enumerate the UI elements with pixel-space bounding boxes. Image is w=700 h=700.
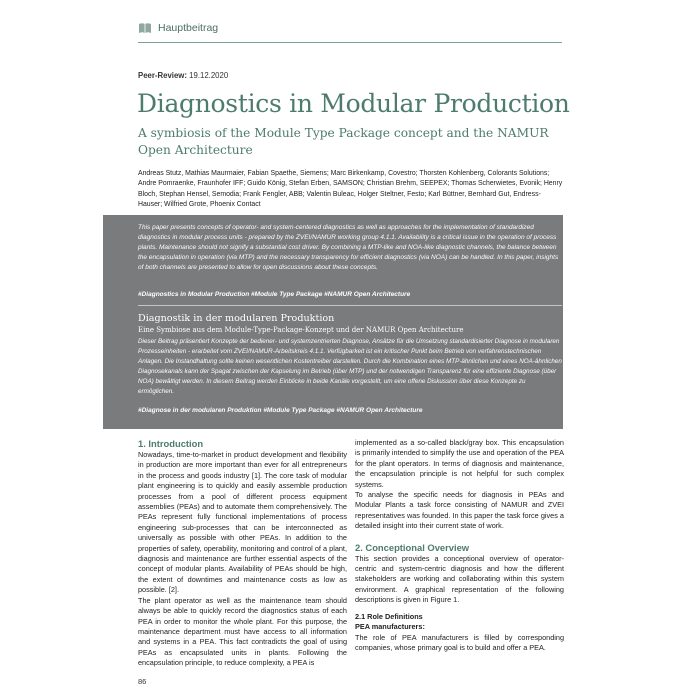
introduction-paragraph-3: implemented as a so-called black/gray box. This encapsulation is primarily intended to simplify the use and operation of the PEA for the plant operators. In terms of diagnosis and maintenance, the encapsulation principle is not helpful for such complex systems. — [355, 438, 564, 489]
left-column — [138, 438, 347, 669]
section-header — [138, 18, 562, 42]
pea-manufacturers-paragraph: The role of PEA manufacturers is filled by corresponding companies, whose primary goal is to build and offer a PEA. — [355, 632, 564, 652]
keywords-german: #Diagnose in der modularen Produktion #Module Type Package #NAMUR Open Architecture — [138, 407, 423, 414]
overview-paragraph: This section provides a conceptional overview of operator-centric and system-centric diagnosis and how the different stakeholders are working and collaborating within this system environment. A graphical representation of the following descriptions is given in Figure 1. — [355, 553, 564, 605]
introduction-paragraph-2: The plant operator as well as the maintenance team should always be able to quickly record the diagnostics status of each PEA in order to monitor the whole plant. For this purpose, the maintenance department must have access to all information and systems in a PEA. This fact contradicts the goal of using PEAs as encapsulated units in plants. Following the encapsulation principle, to reduce complexity, a PEA is — [138, 595, 347, 668]
section-label: Hauptbeitrag — [158, 22, 219, 34]
abstract-divider — [138, 305, 562, 306]
abstract-english: This paper presents concepts of operator- and system-centered diagnostics as well as approaches for the implementation of standardized diagnostics in modular process units - prepared by the ZVEI/NAMUR working group 4.1.1. Availability is a critical issue in the operation of process plants. Maintenance should not signify a substantial cost driver. By combining a MTP-like and NOA-like diagnostic channels, the balance between the encapsulation in operation (via MTP) and the necessary transparency for efficient diagnostics (via NOA) can be handled. In this paper, insights of both channels are presented to allow for open discussions about these concepts. — [138, 224, 559, 272]
keywords-english: #Diagnostics in Modular Production #Module Type Package #NAMUR Open Architecture — [138, 291, 411, 298]
book-icon — [138, 22, 152, 34]
introduction-heading: 1. Introduction — [138, 438, 204, 449]
abstract-german: Dieser Beitrag präsentiert Konzepte der bediener- und systemzentrierten Diagnose, Ansätze für die Umsetzung standardisierter Diagnose in modularen Prozesseinheiten - erarbeitet vom ZVEI/NAMUR-Arbeitskreis 4.1.1. Verfügbarkeit ist ein kritischer Punkt beim Betrieb von verfahrenstechnischen Anlagen. Die Instandhaltung sollte keinen wesentlichen Kostentreiber darstellen. Durch die Kombination eines MTP-ähnlichen und eines NOA-ähnlichen Diagnosekanals kann der Spagat zwischen der Kapselung im Betrieb (über MTP) und der notwendigen Transparenz für eine effiziente Diagnose (über NOA) bewältigt werden. In diesem Beitrag werden Einblicke in beide Kanäle vorgestellt, um eine offene Diskussion über diese Konzepte zu ermöglichen. — [138, 338, 562, 396]
peer-review-line — [138, 71, 228, 80]
introduction-paragraph-4: To analyse the specific needs for diagnosis in PEAs and Modular Plants a task force consisting of NAMUR and ZVEI representatives was founded. In this paper the task force gives a detailed insight into their current state of work. — [355, 490, 564, 531]
peer-review-label: Peer-Review: — [138, 71, 187, 80]
author-list: Andreas Stutz, Mathias Maurmaier, Fabian Spaethe, Siemens; Marc Birkenkamp, Covestro; Thorsten Kohlenberg, Colorants Solutions; Andre Pomraenke, Fraunhofer IFF; Guido König, Stefan Erben, SAMSON; Christian Brehm, SEEPEX; Thomas Scherwietes, Evonik; Henry Bloch, Stephan Hensel, Semodia; Frank Fengler, ABB; Valentin Buleac, Holger Steltner, Festo; Karl Büttner, Bernhard Gut, Endress-Hauser; Wilfried Grote, Phoenix Contact — [138, 170, 563, 209]
german-title: Diagnostik in der modularen Produktion — [138, 313, 335, 324]
article-subtitle: A symbiosis of the Module Type Package concept and the NAMUR Open Architecture — [138, 126, 549, 157]
article-title: Diagnostics in Modular Production — [137, 89, 570, 118]
pea-manufacturers-heading: PEA manufacturers: — [355, 622, 425, 632]
introduction-paragraph-1: Nowadays, time-to-market in product development and flexibility in production are more important than ever for all entrepreneurs in the process and goods industry [1]. The core task of modular plant engineering is to quickly and easily assemble production processes from a pool of different process equipment assemblies (PEAs) and to automate them comprehensively. The PEAs represent fully functional implementations of process engineering sub-processes that can be interconnected as universally as possible with other PEAs. In addition to the properties of safety, operability, monitoring and control of a plant, diagnosis and maintenance are further essential aspects of the concept of modular plants. Availability of PEAs should be high, the extent of downtimes and maintenance costs as low as possible. [2]. — [138, 450, 347, 595]
header-rule — [138, 42, 562, 43]
role-definitions-heading: 2.1 Role Definitions — [355, 611, 423, 621]
overview-heading: 2. Conceptional Overview — [355, 541, 470, 553]
page-number: 86 — [138, 677, 147, 686]
german-subtitle: Eine Symbiose aus dem Module-Type-Package-Konzept und der NAMUR Open Architecture — [138, 326, 464, 334]
peer-review-date: 19.12.2020 — [189, 71, 229, 80]
right-column — [355, 438, 564, 653]
